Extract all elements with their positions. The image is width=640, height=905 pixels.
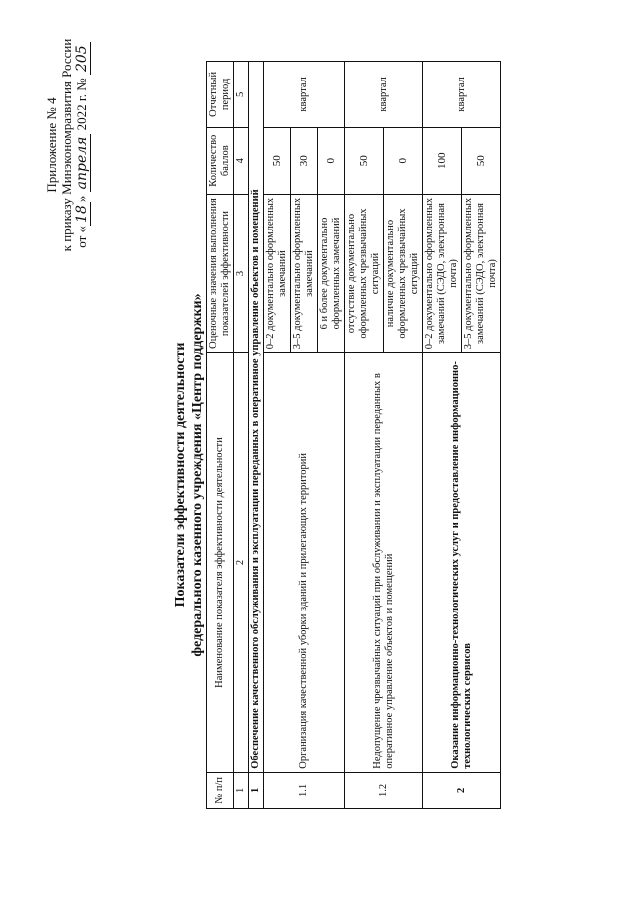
indicator-name: Организация качественной уборки зданий и прилегающих территорий: [264, 353, 345, 772]
points-value: 30: [291, 127, 318, 194]
eval-value: 0–2 документально оформленных замечаний (СЭДО, электронная почта): [423, 194, 462, 353]
row-num: 1.1: [264, 772, 345, 808]
header-points: Количество баллов: [207, 127, 234, 194]
eval-value: 6 и более документально оформленных замечаний: [318, 194, 345, 353]
col-number: 2: [234, 353, 249, 772]
points-value: 0: [384, 127, 423, 194]
indicator-name: Оказание информационно-технологических услуг и предоставление информационно-технологических сервисов: [423, 353, 501, 772]
period-value: квартал: [345, 62, 423, 128]
table-row: [423, 62, 462, 809]
eval-value: 3–5 документально оформленных замечаний (СЭДО, электронная почта): [462, 194, 501, 353]
points-value: 50: [264, 127, 291, 194]
header-eval: Оценочные значения выполнения показателей эффективности: [207, 194, 234, 353]
annex-year: 2022 г.: [74, 93, 89, 131]
points-value: 100: [423, 127, 462, 194]
table-row: [345, 62, 384, 809]
eval-value: 3–5 документально оформленных замечаний: [291, 194, 318, 353]
col-number: 5: [234, 62, 249, 128]
eval-value: отсутствие документально оформленных чрезвычайных ситуаций: [345, 194, 384, 353]
header-row: [207, 62, 234, 809]
annex-title: Приложение № 4: [44, 97, 59, 193]
annex-number: 205: [75, 42, 91, 75]
table-row: [264, 62, 291, 809]
eval-value: 0–2 документально оформленных замечаний: [264, 194, 291, 353]
header-period: Отчетный период: [207, 62, 234, 128]
annex-order: к приказу Минэкономразвития России: [59, 38, 74, 252]
annex-header: [44, 25, 91, 265]
annex-month: апреля: [75, 134, 91, 193]
header-num: № п/п: [207, 772, 234, 808]
col-number: 1: [234, 772, 249, 808]
section-row: [249, 62, 264, 809]
indicator-name: Недопущение чрезвычайных ситуаций при обслуживании и эксплуатации переданных в оперативное управление объектов и помещений: [345, 353, 423, 772]
column-number-row: [234, 62, 249, 809]
header-name: Наименование показателя эффективности деятельности: [207, 353, 234, 772]
col-number: 3: [234, 194, 249, 353]
points-value: 0: [318, 127, 345, 194]
period-value: квартал: [264, 62, 345, 128]
indicators-table: [206, 61, 501, 809]
points-value: 50: [345, 127, 384, 194]
eval-value: наличие документально оформленных чрезвычайных ситуаций: [384, 194, 423, 353]
section-title: Обеспечение качественного обслуживания и эксплуатации переданных в оперативное управление объектов и помещений: [249, 62, 264, 773]
section-num: 1: [249, 772, 264, 808]
points-value: 50: [462, 127, 501, 194]
col-number: 4: [234, 127, 249, 194]
annex-day: 18: [75, 202, 91, 226]
row-num: 2: [423, 772, 501, 808]
period-value: квартал: [423, 62, 501, 128]
annex-date: от «18» апреля 2022 г. № 205: [74, 25, 91, 265]
document-title: Показатели эффективности деятельности федерального казенного учреждения «Центр поддержки»: [173, 293, 205, 657]
row-num: 1.2: [345, 772, 423, 808]
